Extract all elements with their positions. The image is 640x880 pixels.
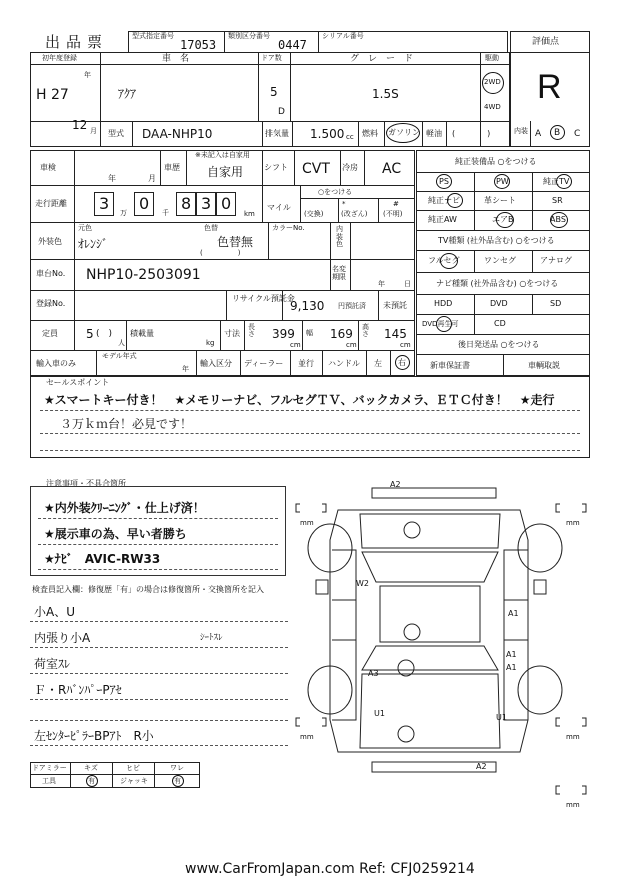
parts-break: ワレ <box>170 764 184 772</box>
tire-mm-spare: mm <box>566 801 580 809</box>
name-change-label: 名変期限 <box>332 265 346 281</box>
fuel-value: ガソリン <box>388 128 420 137</box>
load-label: 積載量 <box>130 329 154 338</box>
equip-airbag: エアB <box>492 215 514 224</box>
drive-2wd: 2WD <box>484 78 501 86</box>
diagram-w2: W2 <box>356 579 369 588</box>
chassis-value: NHP10-2503091 <box>86 267 201 283</box>
color-number-label: カラーNo. <box>272 224 305 232</box>
notes-line-2: ★展示車の為、早い者勝ち <box>44 527 187 541</box>
height-unit: cm <box>400 341 411 349</box>
warranty-title: 後日発送品 ○をつける <box>458 340 540 349</box>
parts-tools-yes: 有 <box>88 777 95 785</box>
width-unit: cm <box>346 341 357 349</box>
notes-label: 注意事項・不具合箇所 <box>46 479 126 488</box>
mileage-digit-1: 3 <box>99 194 110 213</box>
diagram-a1-2: A1 <box>506 650 517 659</box>
mileage-digit-5: 0 <box>221 194 232 213</box>
length-label: 長さ <box>248 323 255 338</box>
navi-cd: CD <box>494 319 506 328</box>
capacity-unit: 人 <box>118 339 125 347</box>
handle-left: 左 <box>374 359 382 368</box>
diagram-a1-1: A1 <box>508 609 519 618</box>
parts-crack: ヒビ <box>126 764 140 772</box>
tire-mm-front-right: mm <box>566 519 580 527</box>
ac-label: 冷房 <box>342 163 358 172</box>
color-orig-label: 元色 <box>78 224 92 232</box>
inspector-line-2: 内張り小A <box>34 631 91 645</box>
interior-c: C <box>574 129 581 139</box>
navi-sd: SD <box>550 299 562 308</box>
first-registration-year: H 27 <box>36 87 69 103</box>
mile-unknown: (不明) <box>383 210 403 218</box>
mileage-digit-4: 3 <box>201 194 212 213</box>
name-change-year: 年 <box>378 280 385 288</box>
model-number-value: 17053 <box>180 38 217 52</box>
fuel-label: 燃料 <box>362 129 378 138</box>
handle-label: ハンドル <box>328 359 360 368</box>
sizes-label: 寸法 <box>224 329 240 338</box>
color-paren: ( ) <box>200 249 241 257</box>
tv-analog: アナログ <box>540 256 572 265</box>
handle-right: 右 <box>398 358 406 367</box>
serial-label: シリアル番号 <box>322 32 364 40</box>
diagram-a3: A3 <box>368 669 379 678</box>
inspection-month-unit: 月 <box>148 174 156 183</box>
recycle-value: 9,130 <box>290 299 325 313</box>
tv-oneseg: ワンセグ <box>484 256 516 265</box>
mile-tampered: (改ざん) <box>341 210 368 218</box>
drive-label: 駆動 <box>485 54 499 62</box>
diagram-a2-top: A2 <box>390 480 401 489</box>
manual: 車輌取説 <box>528 361 560 370</box>
mile-exchange: (交換) <box>304 210 324 218</box>
parts-tools: 工具 <box>42 777 56 785</box>
year-unit: 年 <box>84 71 91 79</box>
interior-b: B <box>554 128 561 138</box>
interior-label: 内装 <box>514 127 528 135</box>
usage-note: ※未記入は自家用 <box>195 151 250 159</box>
shift-value: CVT <box>302 161 330 177</box>
class-number-label: 類別区分番号 <box>228 32 270 40</box>
grade-value-text: 1.5S <box>372 87 399 101</box>
inspector-line-2b: ｼｰﾄｽﾚ <box>200 633 223 643</box>
inspector-line-5: 左ｾﾝﾀｰﾋﾟﾗｰBPｱﾄ R小 <box>34 729 154 743</box>
tire-mm-front-left: mm <box>300 519 314 527</box>
length-value: 399 <box>272 327 295 341</box>
tv-fullseg: フルセグ <box>428 256 460 265</box>
equip-navi: 純正ナビ <box>428 196 460 205</box>
mileage-digit-2: 0 <box>139 194 150 213</box>
navi-hdd: HDD <box>434 299 453 308</box>
warranty-book: 新車保証書 <box>430 361 470 370</box>
sales-point-line-2: ３万ｋｍ台！必見です！ <box>60 417 193 431</box>
navi-dvd: DVD <box>490 299 508 308</box>
parts-scratch: キズ <box>84 764 98 772</box>
doors-value: 5 <box>270 85 278 99</box>
displacement-value: 1.500 <box>310 127 345 141</box>
registration-label: 登録No. <box>36 299 66 308</box>
grade-column-label: グ レ ー ド <box>350 54 414 64</box>
parts-mirror: ドアミラー <box>32 764 67 772</box>
notes-line-3: ★ﾅﾋﾞ AVIC-RW33 <box>44 552 161 566</box>
page-title: 出品票 <box>45 33 109 51</box>
inspector-line-1: 小A、U <box>34 605 75 619</box>
tv-title: TV種類 (社外品含む) ○をつける <box>438 236 555 245</box>
grade-value: R <box>537 68 562 106</box>
color-no-label: 色替 <box>204 224 218 232</box>
width-label: 幅 <box>306 329 313 337</box>
mileage-km: km <box>244 210 255 218</box>
recycle-label: リサイクル預託金 <box>232 294 295 303</box>
import-class-label: 輸入区分 <box>200 359 232 368</box>
parts-jack: ジャッキ <box>120 777 148 785</box>
mileage-label: 走行距離 <box>35 199 67 208</box>
model-year-unit: 年 <box>182 365 189 373</box>
displacement-unit: cc <box>346 133 354 141</box>
month-unit: 月 <box>90 127 97 135</box>
equip-pw: PW <box>496 177 509 186</box>
inspection-label: 車検 <box>40 163 56 172</box>
class-number-value: 0447 <box>278 38 307 52</box>
doors-unit: D <box>278 107 285 117</box>
equip-aw: 純正AW <box>428 215 457 224</box>
inspector-label: 検査員記入欄：修復歴「有」の場合は修復箇所・交換箇所を記入 <box>32 585 264 594</box>
equip-abs: ABS <box>550 215 566 224</box>
navi-dvd-play: DVD再生可 <box>422 320 459 328</box>
height-value: 145 <box>384 327 407 341</box>
load-unit: kg <box>206 339 215 347</box>
mileage-check-note: ○をつける <box>318 188 353 196</box>
diagram-a2-bottom: A2 <box>476 762 487 771</box>
equip-leather: 革シート <box>484 196 516 205</box>
interior-color-label: 内装色 <box>336 225 343 249</box>
footer-watermark: www.CarFromJapan.com Ref: CFJ0259214 <box>185 861 475 877</box>
usage-value: 自家用 <box>207 165 244 179</box>
capacity-value: 5 <box>86 327 94 341</box>
color-orig-value: ｵﾚﾝｼﾞ <box>78 237 109 251</box>
model-number-label: 型式指定番号 <box>132 32 174 40</box>
inspector-line-3: 荷室ｽﾚ <box>34 657 71 671</box>
recycle-unit: 円預託済 <box>338 302 366 310</box>
navi-title: ナビ種類 (社外品含む) ○をつける <box>436 279 559 288</box>
mileage-sen: 千 <box>162 209 169 217</box>
tire-mm-rear-left: mm <box>300 733 314 741</box>
first-registration-month: 12 <box>72 118 88 132</box>
height-label: 高さ <box>362 323 369 338</box>
model-year-label: モデル年式 <box>102 352 137 360</box>
drive-4wd: 4WD <box>484 103 501 111</box>
diagram-u1-right: U1 <box>496 713 507 722</box>
displacement-label: 排気量 <box>265 129 289 138</box>
import-label: 輸入車のみ <box>36 359 76 368</box>
equip-tv: 純正TV <box>543 177 570 186</box>
mileage-digit-3: 8 <box>181 194 192 213</box>
recycle-not-deposited: 未預託 <box>383 301 407 310</box>
chassis-label: 車台No. <box>36 269 66 278</box>
color-change-value: 色替無 <box>217 235 254 249</box>
name-change-day: 日 <box>404 280 411 288</box>
mileage-man: 万 <box>120 209 127 217</box>
grade-label: 評価点 <box>532 37 560 47</box>
length-unit: cm <box>290 341 301 349</box>
diagram-u1-left: U1 <box>374 709 385 718</box>
usage-label: 車歴 <box>164 163 180 172</box>
width-value: 169 <box>330 327 353 341</box>
notes-line-1: ★内外装ｸﾘｰﾆﾝｸﾞ・仕上げ済！ <box>44 501 205 515</box>
sales-point-label: セールスポイント <box>46 378 110 387</box>
diesel-paren: ( ) <box>452 129 491 138</box>
equip-ps: PS <box>439 177 449 186</box>
shift-label: シフト <box>264 163 288 172</box>
sales-point-line-1: ★スマートキー付き！ ★メモリーナビ、フルセグＴＶ、バックカメラ、ＥＴＣ付き！ ★走行 <box>44 393 555 407</box>
type-label: 型式 <box>108 129 124 138</box>
inspector-line-4: Ｆ・RﾊﾞﾝﾊﾟｰPｱｾ <box>34 683 122 697</box>
inspection-year-unit: 年 <box>108 174 116 183</box>
interior-a: A <box>535 129 542 139</box>
type-value: DAA-NHP10 <box>142 127 213 141</box>
mile-star: * <box>342 200 346 208</box>
car-name-label: 車 名 <box>162 54 190 64</box>
first-registration-label: 初年度登録 <box>42 54 77 62</box>
mile-label: マイル <box>267 203 291 212</box>
parts-jack-yes: 有 <box>174 777 181 785</box>
capacity-paren: ( ) <box>96 329 113 339</box>
car-name-value: ｱｸｱ <box>118 87 137 101</box>
diesel-label: 軽油 <box>426 129 442 138</box>
tire-mm-rear-right: mm <box>566 733 580 741</box>
dealer-label: ディーラー <box>244 359 284 368</box>
parallel-label: 並行 <box>298 359 314 368</box>
color-label: 外装色 <box>38 237 62 246</box>
ac-value: AC <box>382 161 402 177</box>
mile-hash: # <box>393 200 399 208</box>
doors-label: ドア数 <box>261 54 282 62</box>
equipment-title: 純正装備品 ○をつける <box>455 157 537 166</box>
diagram-a1-3: A1 <box>506 663 517 672</box>
equip-sr: SR <box>552 196 563 205</box>
capacity-label: 定員 <box>42 329 58 338</box>
